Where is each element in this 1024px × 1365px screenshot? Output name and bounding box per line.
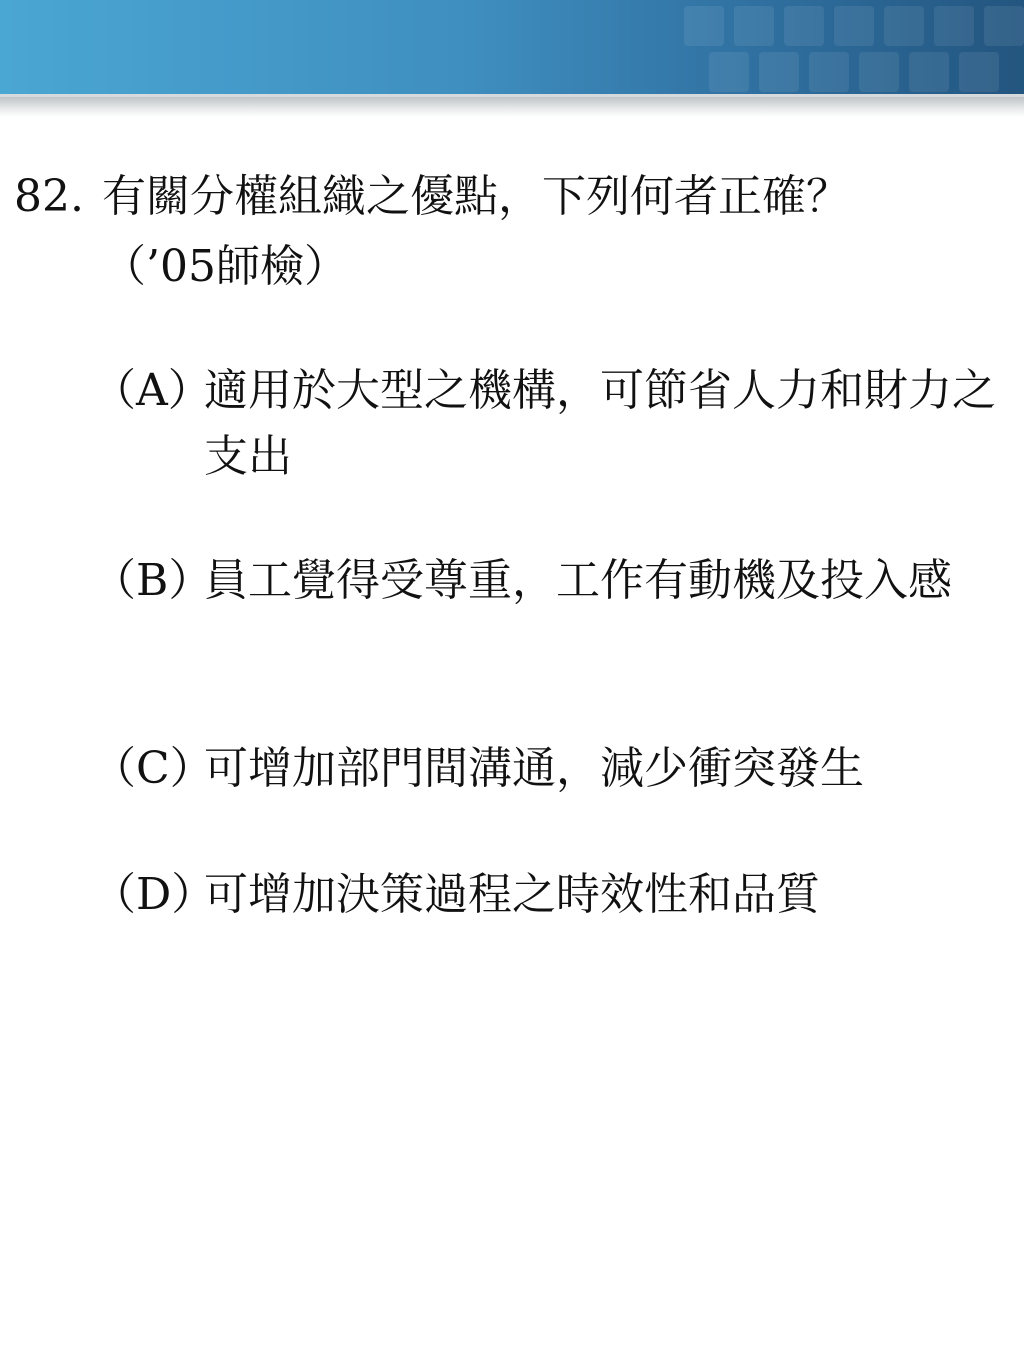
- header-banner: [0, 0, 1024, 94]
- option-a: [92, 358, 1004, 490]
- option-b-label: （B）: [92, 555, 213, 606]
- option-b: [92, 548, 1004, 614]
- option-c-text: 可增加部門間溝通，減少衝突發生: [204, 743, 864, 794]
- option-c-label: （C）: [92, 743, 214, 794]
- question-text: 有關分權組織之優點，下列何者正確？: [102, 171, 850, 222]
- option-d-text: 可增加決策過程之時效性和品質: [204, 869, 820, 920]
- question-stem: [14, 162, 1004, 232]
- option-a-label: （A）: [92, 365, 212, 416]
- question-number: 82.: [14, 171, 84, 222]
- option-d-label: （D）: [92, 869, 216, 920]
- banner-shadow: [0, 97, 1024, 117]
- question-source: （’05師檢）: [102, 241, 348, 292]
- option-c: [92, 736, 1004, 802]
- option-b-text: 員工覺得受尊重，工作有動機及投入感: [204, 555, 952, 606]
- option-d: [92, 862, 1004, 928]
- banner-pattern: [664, 0, 1024, 94]
- question-block: [14, 162, 1004, 302]
- option-a-text: 適用於大型之機構，可節省人力和財力之支出: [204, 365, 996, 482]
